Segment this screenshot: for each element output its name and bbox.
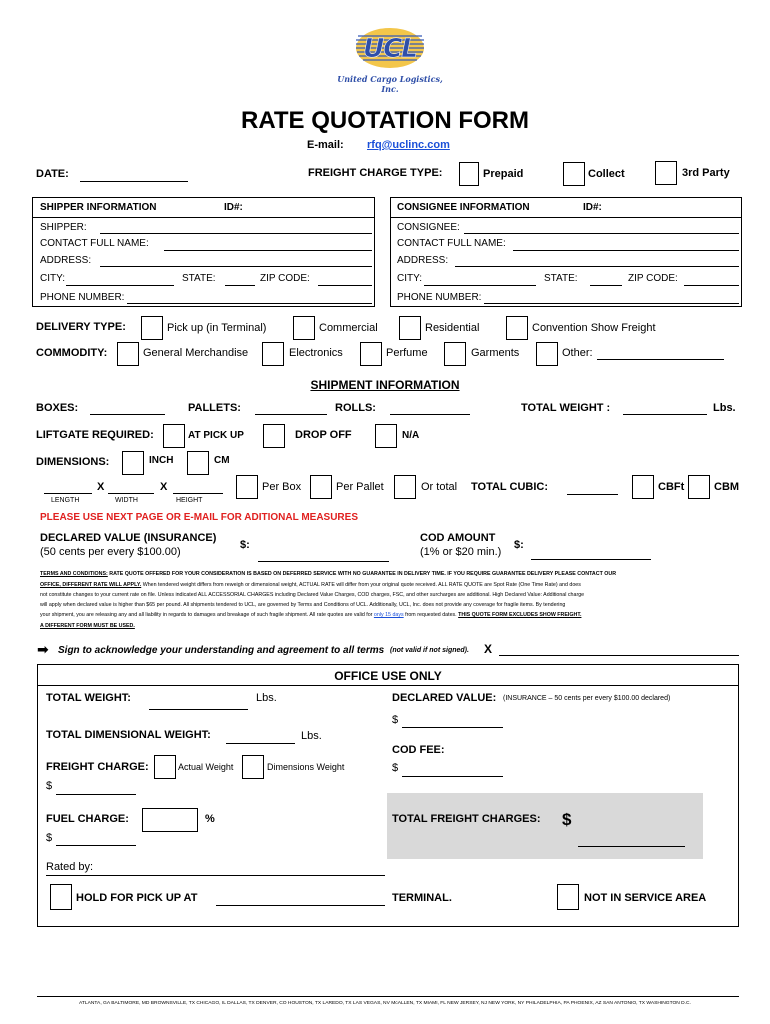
collect-checkbox[interactable] bbox=[563, 162, 585, 186]
consignee-phone-field[interactable] bbox=[484, 303, 739, 304]
office-dim-weight-lbs: Lbs. bbox=[301, 730, 322, 742]
height-caption: HEIGHT bbox=[176, 497, 203, 504]
shipper-field[interactable] bbox=[100, 233, 372, 234]
dimensions-label: DIMENSIONS: bbox=[36, 456, 110, 468]
consignee-city-field[interactable] bbox=[424, 285, 536, 286]
shipper-id-label: ID#: bbox=[224, 202, 243, 213]
height-field[interactable] bbox=[173, 493, 223, 494]
terms-line-2b: When tendered weight differs from reweigh or dimensional weight, ACTUAL RATE will differ from your original quote received. ALL RATE QUOTE are Spot Rate (One Time Rate) and does bbox=[141, 582, 581, 588]
convention-show-label: Convention Show Freight bbox=[532, 322, 656, 334]
terms-line-5d: THIS QUOTE FORM EXCLUDES SHOW FREIGHT. bbox=[458, 612, 582, 618]
cbft-checkbox[interactable] bbox=[632, 475, 654, 499]
inch-checkbox[interactable] bbox=[122, 451, 144, 475]
declared-value-field[interactable] bbox=[258, 561, 389, 562]
residential-checkbox[interactable] bbox=[399, 316, 421, 340]
rated-by-label: Rated by: bbox=[46, 861, 94, 873]
general-merchandise-checkbox[interactable] bbox=[117, 342, 139, 366]
page-title: RATE QUOTATION FORM bbox=[241, 107, 529, 134]
other-checkbox[interactable] bbox=[536, 342, 558, 366]
electronics-checkbox[interactable] bbox=[262, 342, 284, 366]
office-total-weight-field[interactable] bbox=[149, 709, 248, 710]
shipper-header: SHIPPER INFORMATION bbox=[40, 202, 157, 213]
fuel-charge-input[interactable] bbox=[142, 808, 198, 832]
office-dim-weight-label: TOTAL DIMENSIONAL WEIGHT: bbox=[46, 729, 211, 741]
office-header: OFFICE USE ONLY bbox=[334, 669, 442, 683]
not-in-service-checkbox[interactable] bbox=[557, 884, 579, 910]
convention-show-checkbox[interactable] bbox=[506, 316, 528, 340]
office-fuel-charge-field[interactable] bbox=[56, 845, 136, 846]
not-in-service-label: NOT IN SERVICE AREA bbox=[584, 892, 707, 904]
consignee-zip-label: ZIP CODE: bbox=[628, 273, 678, 284]
width-caption: WIDTH bbox=[115, 497, 138, 504]
collect-label: Collect bbox=[588, 168, 625, 180]
office-declared-value-label: DECLARED VALUE: bbox=[392, 692, 497, 704]
total-freight-dollar: $ bbox=[562, 810, 572, 829]
cod-currency: $: bbox=[514, 539, 524, 551]
liftgate-dropoff-label: DROP OFF bbox=[295, 429, 352, 441]
shipper-panel bbox=[32, 197, 375, 307]
terms-line-4: will apply when declared value is higher than $65 per pound. All shipments tendered to UCL, are governed by Terms and Conditions of UCL. Additionally, UCL, Inc. does not provide any coverage for fragile items. By tendering bbox=[40, 602, 566, 608]
consignee-phone-label: PHONE NUMBER: bbox=[397, 292, 482, 303]
consignee-state-label: STATE: bbox=[544, 273, 578, 284]
width-field[interactable] bbox=[108, 493, 154, 494]
arrow-right-icon: ➡ bbox=[37, 641, 49, 657]
per-box-label: Per Box bbox=[262, 481, 302, 493]
consignee-header: CONSIGNEE INFORMATION bbox=[397, 202, 530, 213]
shipper-zip-label: ZIP CODE: bbox=[260, 273, 310, 284]
sign-note: (not valid if not signed). bbox=[390, 647, 469, 654]
shipper-phone-field[interactable] bbox=[127, 303, 372, 304]
total-freight-charges-field[interactable] bbox=[578, 846, 685, 847]
cm-label: CM bbox=[214, 455, 230, 466]
general-merchandise-label: General Merchandise bbox=[143, 347, 249, 359]
consignee-field[interactable] bbox=[464, 233, 739, 234]
office-total-weight-lbs: Lbs. bbox=[256, 692, 277, 704]
total-cubic-field[interactable] bbox=[567, 494, 618, 495]
cod-amount-note: (1% or $20 min.) bbox=[420, 546, 502, 558]
terms-line-1: RATE QUOTE OFFERED FOR YOUR CONSIDERATION IS BASED ON DEFERRED SERVICE WITH NO GUARANTEE IN DELIVERY TIME. IF YOU REQUIRE GUARANTEE DELIVERY PLEASE CONTACT OUR bbox=[109, 571, 617, 577]
liftgate-pickup-checkbox[interactable] bbox=[163, 424, 185, 448]
dimensions-weight-checkbox[interactable] bbox=[242, 755, 264, 779]
total-cubic-label: TOTAL CUBIC: bbox=[471, 481, 548, 493]
prepaid-checkbox[interactable] bbox=[459, 162, 479, 186]
shipper-state-field[interactable] bbox=[225, 285, 255, 286]
hold-pickup-label: HOLD FOR PICK UP AT bbox=[76, 892, 198, 904]
consignee-zip-field[interactable] bbox=[684, 285, 739, 286]
consignee-address-label: ADDRESS: bbox=[397, 255, 449, 266]
additional-measures-notice: PLEASE USE NEXT PAGE OR E-MAIL FOR ADITIONAL MEASURES bbox=[40, 512, 358, 523]
shipper-contact-field[interactable] bbox=[164, 250, 372, 251]
pickup-terminal-label: Pick up (in Terminal) bbox=[167, 322, 267, 334]
commodity-label: COMMODITY: bbox=[36, 347, 108, 359]
third-party-label: 3rd Party bbox=[682, 167, 730, 179]
office-declared-dollar: $ bbox=[392, 714, 399, 726]
third-party-checkbox[interactable] bbox=[655, 161, 677, 185]
consignee-address-field[interactable] bbox=[455, 266, 739, 267]
declared-currency: $: bbox=[240, 539, 250, 551]
liftgate-dropoff-checkbox[interactable] bbox=[263, 424, 285, 448]
actual-weight-label: Actual Weight bbox=[178, 762, 234, 772]
pallets-field[interactable] bbox=[255, 414, 327, 415]
total-weight-label: TOTAL WEIGHT : bbox=[521, 402, 611, 414]
office-fuel-dollar: $ bbox=[46, 832, 53, 844]
sign-x: X bbox=[484, 642, 493, 656]
terms-line-5b: only 15 days bbox=[373, 612, 404, 618]
total-freight-panel bbox=[387, 793, 703, 859]
garments-checkbox[interactable] bbox=[444, 342, 466, 366]
consignee-city-label: CITY: bbox=[397, 273, 423, 284]
rolls-field[interactable] bbox=[390, 414, 470, 415]
prepaid-label: Prepaid bbox=[483, 168, 524, 180]
hold-pickup-terminal-field[interactable] bbox=[216, 905, 385, 906]
email-link[interactable]: rfq@uclinc.com bbox=[367, 139, 450, 151]
terms-line-5a: your shipment, you are releasing any and all liability in regards to damages and breakage of such fragile shipment. All rate quotes are valid for bbox=[40, 612, 373, 618]
per-pallet-label: Per Pallet bbox=[336, 481, 384, 493]
total-freight-charges-label: TOTAL FREIGHT CHARGES: bbox=[392, 813, 541, 825]
footer-rule bbox=[37, 996, 739, 997]
delivery-type-label: DELIVERY TYPE: bbox=[36, 321, 126, 333]
office-freight-charge-label: FREIGHT CHARGE: bbox=[46, 761, 149, 773]
terms-line-3: not constitute changes to your current rate on file. Unless indicated ALL ACCESSORIAL CHARGES including Declared Value Charges, COD charges, FSC, and other surcharges are additional. High Declared Value: Additional charge bbox=[40, 592, 585, 598]
office-declared-value-field[interactable] bbox=[402, 727, 503, 728]
shipper-address-field[interactable] bbox=[100, 266, 372, 267]
liftgate-label: LIFTGATE REQUIRED: bbox=[36, 429, 154, 441]
boxes-field[interactable] bbox=[90, 414, 165, 415]
or-total-checkbox[interactable] bbox=[394, 475, 416, 499]
email-label: E-mail: bbox=[307, 139, 344, 151]
office-declared-note: (INSURANCE – 50 cents per every $100.00 declared) bbox=[503, 695, 671, 702]
other-field[interactable] bbox=[597, 359, 724, 360]
consignee-contact-label: CONTACT FULL NAME: bbox=[397, 238, 506, 249]
terms-line-5c: from requested dates. bbox=[403, 612, 459, 618]
liftgate-na-checkbox[interactable] bbox=[375, 424, 397, 448]
logo-company-name: United Cargo Logistics, Inc. bbox=[337, 74, 443, 94]
office-total-weight-label: TOTAL WEIGHT: bbox=[46, 692, 131, 704]
commercial-checkbox[interactable] bbox=[293, 316, 315, 340]
freight-charge-type-label: FREIGHT CHARGE TYPE: bbox=[308, 167, 443, 179]
x-separator-1: X bbox=[97, 481, 105, 493]
shipper-contact-label: CONTACT FULL NAME: bbox=[40, 238, 149, 249]
declared-value-label: DECLARED VALUE (INSURANCE) bbox=[40, 532, 217, 544]
or-total-label: Or total bbox=[421, 481, 458, 493]
x-separator-2: X bbox=[160, 481, 168, 493]
terms-line-6: A DIFFERENT FORM MUST BE USED. bbox=[40, 623, 135, 629]
perfume-label: Perfume bbox=[386, 347, 428, 359]
cbm-label: CBM bbox=[714, 481, 740, 493]
consignee-id-label: ID#: bbox=[583, 202, 602, 213]
total-weight-field[interactable] bbox=[623, 414, 707, 415]
per-pallet-checkbox[interactable] bbox=[310, 475, 332, 499]
other-label: Other: bbox=[562, 347, 593, 359]
sign-acknowledge-text: Sign to acknowledge your understanding and agreement to all terms bbox=[58, 645, 385, 656]
terms-heading: TERMS AND CONDITIONS: bbox=[40, 571, 108, 577]
residential-label: Residential bbox=[425, 322, 480, 334]
hold-pickup-checkbox[interactable] bbox=[50, 884, 72, 910]
shipper-zip-field[interactable] bbox=[318, 285, 372, 286]
consignee-label: CONSIGNEE: bbox=[397, 222, 460, 233]
shipper-city-field[interactable] bbox=[66, 285, 174, 286]
footer-locations: ATLANTA, GA BALTIMORE, MD BROWNSVILLE, TX CHICAGO, IL DALLAS, TX DENVER, CO HOUSTON, TX LAREDO, TX LAS VEGAS, NV McALLEN, TX MIAMI, FL NEW JERSEY, NJ NEW YORK, NY PHILADELPHIA, PA PHOENIX, AZ SAN ANTONIO, TX WASHINGTON D.C. bbox=[79, 1001, 691, 1006]
office-cod-fee-dollar: $ bbox=[392, 762, 399, 774]
shipper-state-label: STATE: bbox=[182, 273, 216, 284]
boxes-label: BOXES: bbox=[36, 402, 79, 414]
consignee-contact-field[interactable] bbox=[513, 250, 739, 251]
rolls-label: ROLLS: bbox=[335, 402, 376, 414]
fuel-charge-percent: % bbox=[205, 813, 215, 825]
terminal-label: TERMINAL. bbox=[392, 892, 452, 904]
perfume-checkbox[interactable] bbox=[360, 342, 382, 366]
company-logo bbox=[330, 24, 450, 94]
terms-line-2a: OFFICE, DIFFERENT RATE WILL APPLY. bbox=[40, 582, 142, 588]
cbft-label: CBFt bbox=[658, 481, 685, 493]
pallets-label: PALLETS: bbox=[188, 402, 241, 414]
pickup-terminal-checkbox[interactable] bbox=[141, 316, 163, 340]
shipper-label: SHIPPER: bbox=[40, 222, 87, 233]
consignee-panel bbox=[390, 197, 742, 307]
office-dim-weight-field[interactable] bbox=[226, 743, 295, 744]
shipment-header: SHIPMENT INFORMATION bbox=[310, 378, 460, 392]
liftgate-na-label: N/A bbox=[402, 430, 420, 441]
office-freight-dollar: $ bbox=[46, 780, 53, 792]
total-weight-lbs: Lbs. bbox=[713, 402, 736, 414]
signature-field[interactable] bbox=[499, 655, 739, 656]
cbm-checkbox[interactable] bbox=[688, 475, 710, 499]
office-fuel-charge-label: FUEL CHARGE: bbox=[46, 813, 129, 825]
electronics-label: Electronics bbox=[289, 347, 343, 359]
logo-mark: UCL bbox=[363, 34, 417, 64]
cod-amount-field[interactable] bbox=[531, 559, 651, 560]
garments-label: Garments bbox=[471, 347, 520, 359]
declared-value-note: (50 cents per every $100.00) bbox=[40, 546, 181, 558]
inch-label: INCH bbox=[149, 455, 174, 466]
office-cod-fee-label: COD FEE: bbox=[392, 744, 445, 756]
cod-amount-label: COD AMOUNT bbox=[420, 532, 496, 544]
shipper-city-label: CITY: bbox=[40, 273, 66, 284]
shipper-address-label: ADDRESS: bbox=[40, 255, 92, 266]
cm-checkbox[interactable] bbox=[187, 451, 209, 475]
consignee-state-field[interactable] bbox=[590, 285, 622, 286]
shipper-phone-label: PHONE NUMBER: bbox=[40, 292, 125, 303]
actual-weight-checkbox[interactable] bbox=[154, 755, 176, 779]
length-field[interactable] bbox=[44, 493, 92, 494]
office-cod-fee-field[interactable] bbox=[402, 776, 503, 777]
per-box-checkbox[interactable] bbox=[236, 475, 258, 499]
liftgate-pickup-label: AT PICK UP bbox=[188, 430, 244, 441]
office-freight-charge-field[interactable] bbox=[56, 794, 136, 795]
dimensions-weight-label: Dimensions Weight bbox=[267, 762, 345, 772]
commercial-label: Commercial bbox=[319, 322, 378, 334]
date-field[interactable] bbox=[80, 181, 188, 182]
date-label: DATE: bbox=[36, 168, 69, 180]
rated-by-field[interactable] bbox=[46, 875, 385, 876]
length-caption: LENGTH bbox=[51, 497, 80, 504]
